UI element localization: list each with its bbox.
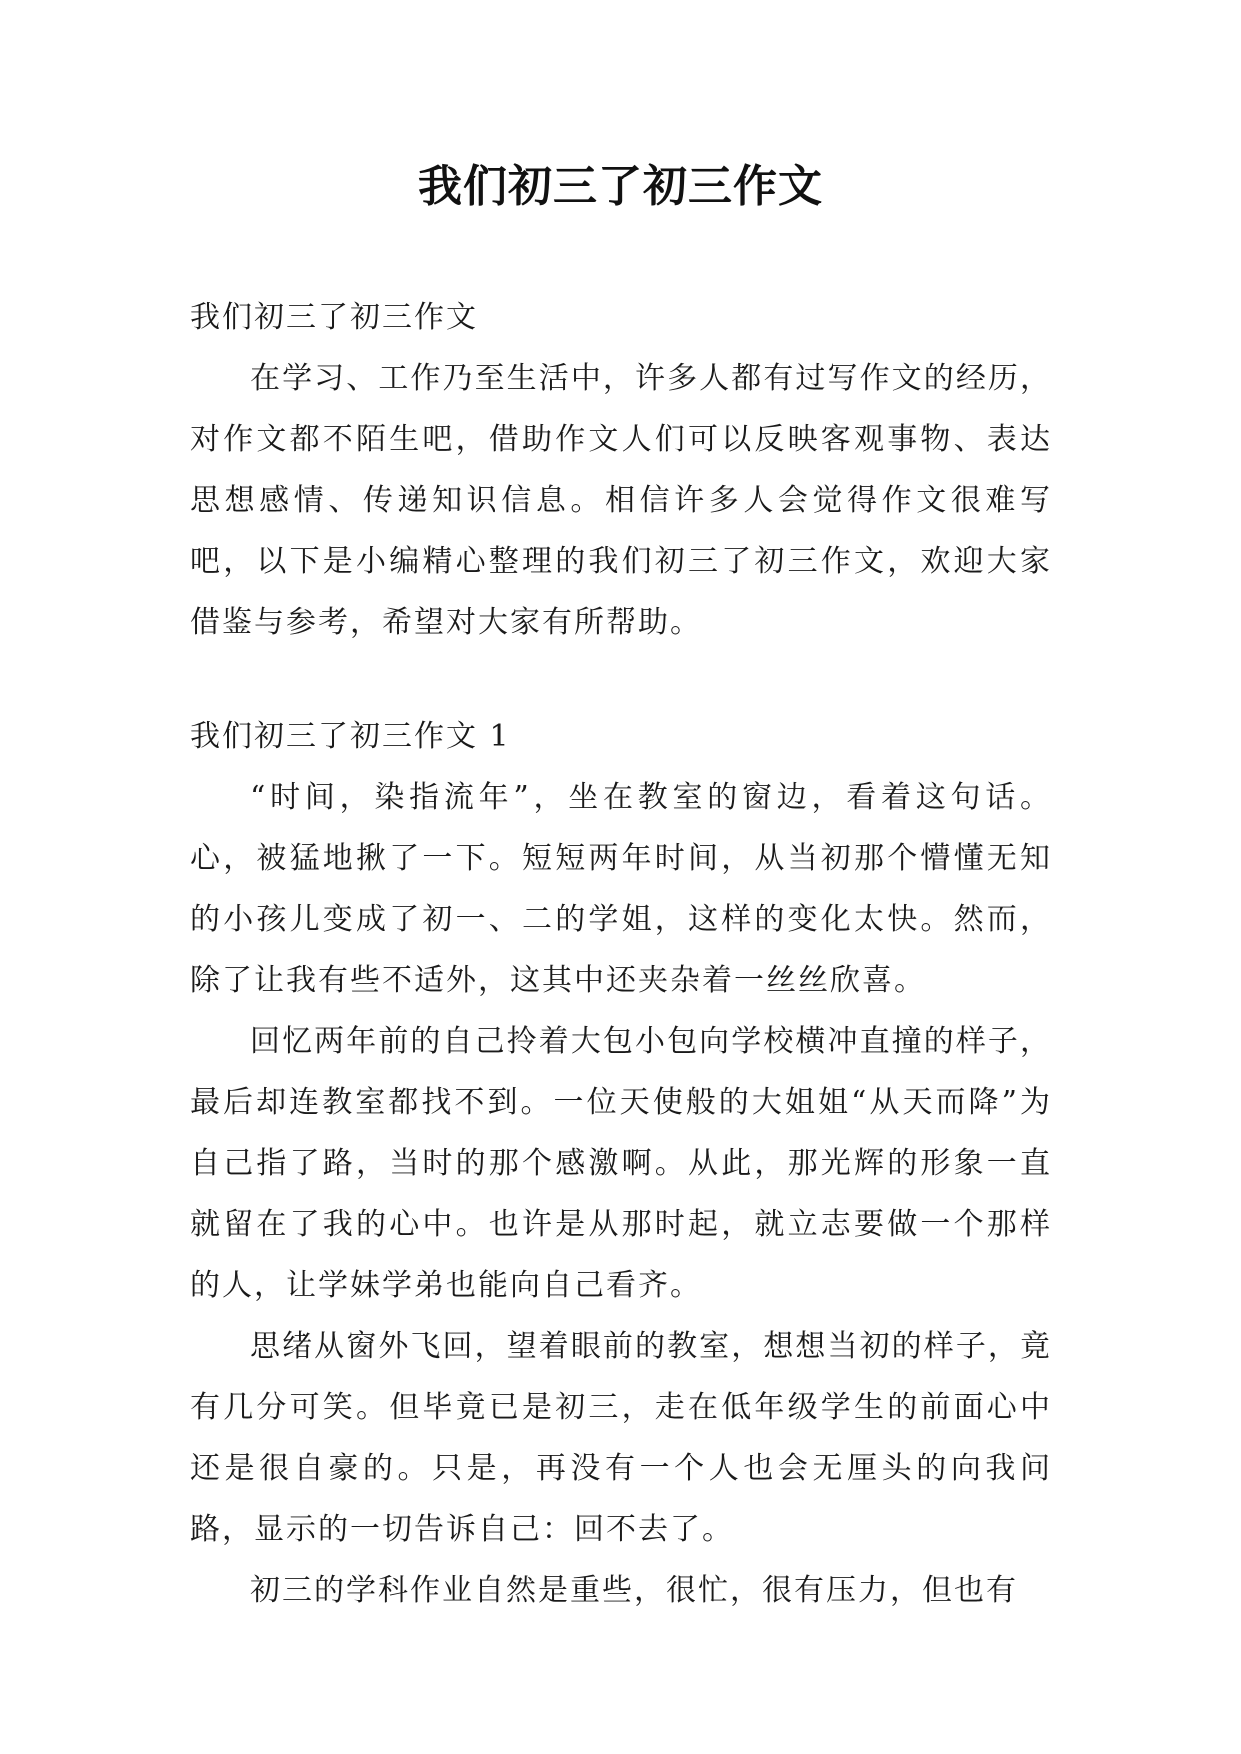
section-spacer (190, 653, 1052, 706)
intro-heading: 我们初三了初三作文 (190, 300, 478, 335)
document-title: 我们初三了初三作文 (418, 161, 823, 212)
body-paragraph: “时间，染指流年”，坐在教室的窗边，看着这句话。心，被猛地揪了一下。短短两年时间，从当初那个懵懂无知的小孩儿变成了初一、二的学姐，这样的变化太快。然而，除了让我有些不适外，这其中还夹杂着一丝丝欣喜。 (190, 780, 1052, 998)
intro-paragraph: 在学习、工作乃至生活中，许多人都有过写作文的经历，对作文都不陌生吧，借助作文人们可以反映客观事物、表达思想感情、传递知识信息。相信许多人会觉得作文很难写吧，以下是小编精心整理的我们初三了初三作文，欢迎大家借鉴与参考，希望对大家有所帮助。 (190, 361, 1052, 640)
body-paragraph: 初三的学科作业自然是重些，很忙，很有压力，但也有 (250, 1573, 1018, 1608)
section-heading: 我们初三了初三作文 1 (190, 719, 511, 754)
document-body (190, 287, 1052, 1621)
body-paragraph: 回忆两年前的自己拎着大包小包向学校横冲直撞的样子，最后却连教室都找不到。一位天使般的大姐姐“从天而降”为自己指了路，当时的那个感激啊。从此，那光辉的形象一直就留在了我的心中。也许是从那时起，就立志要做一个那样的人，让学妹学弟也能向自己看齐。 (190, 1024, 1052, 1303)
body-paragraph: 思绪从窗外飞回，望着眼前的教室，想想当初的样子，竟有几分可笑。但毕竟已是初三，走在低年级学生的前面心中还是很自豪的。只是，再没有一个人也会无厘头的向我问路，显示的一切告诉自己：回不去了。 (190, 1329, 1052, 1547)
